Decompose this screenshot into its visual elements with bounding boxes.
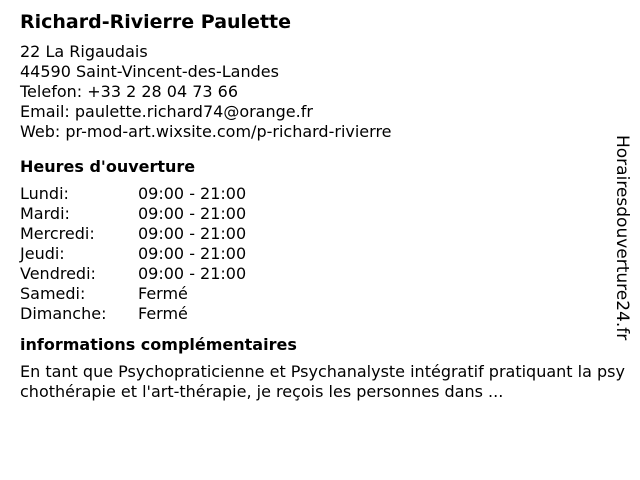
day-hours: Fermé	[138, 304, 188, 323]
day-hours: Fermé	[138, 284, 188, 303]
hours-row-saturday	[20, 284, 620, 304]
hours-heading: Heures d'ouverture	[20, 157, 196, 176]
site-watermark: Horairesdouverture24.fr	[612, 135, 632, 341]
email-address: Email: paulette.richard74@orange.fr	[20, 102, 313, 121]
day-hours: 09:00 - 21:00	[138, 224, 247, 243]
website-url: Web: pr-mod-art.wixsite.com/p-richard-rivierre	[20, 122, 392, 141]
hours-row-sunday	[20, 304, 620, 324]
address-line-1: 22 La Rigaudais	[20, 42, 148, 61]
day-label: Vendredi:	[20, 264, 96, 283]
day-label: Dimanche:	[20, 304, 107, 323]
day-label: Mercredi:	[20, 224, 95, 243]
hours-row-monday	[20, 184, 620, 204]
day-label: Samedi:	[20, 284, 86, 303]
day-label: Lundi:	[20, 184, 69, 203]
hours-row-friday	[20, 264, 620, 284]
info-heading: informations complémentaires	[20, 335, 297, 354]
hours-row-wednesday	[20, 224, 620, 244]
day-hours: 09:00 - 21:00	[138, 244, 247, 263]
day-hours: 09:00 - 21:00	[138, 264, 247, 283]
contact-block	[20, 42, 620, 142]
info-description: En tant que Psychopraticienne et Psychanalyste intégratif pratiquant la psychothérapie et l'art-thérapie, je reçois les personnes dans ...	[20, 362, 625, 401]
day-label: Jeudi:	[20, 244, 65, 263]
hours-table	[20, 184, 620, 324]
phone-number: Telefon: +33 2 28 04 73 66	[20, 82, 239, 101]
day-hours: 09:00 - 21:00	[138, 184, 247, 203]
day-hours: 09:00 - 21:00	[138, 204, 247, 223]
hours-row-tuesday	[20, 204, 620, 224]
business-name: Richard-Rivierre Paulette	[20, 11, 291, 33]
day-label: Mardi:	[20, 204, 70, 223]
hours-row-thursday	[20, 244, 620, 264]
address-line-2: 44590 Saint-Vincent-des-Landes	[20, 62, 279, 81]
